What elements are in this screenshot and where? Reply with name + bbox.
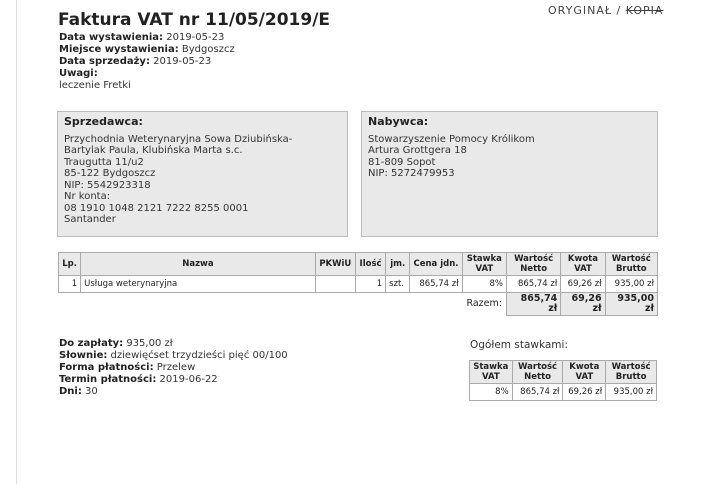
cell-vat-rate: 8% — [462, 276, 506, 293]
amount-in-words-row: Słownie: dziewięćset trzydzieści pięć 00/100 — [59, 350, 288, 361]
total-net: 865,74 zł — [506, 293, 560, 316]
col-header-net: Wartość Netto — [506, 253, 560, 276]
payment-days-row: Dni: 30 — [59, 386, 98, 397]
col-header-name: Nazwa — [81, 253, 316, 276]
seller-line: 85-122 Bydgoszcz — [64, 168, 156, 179]
buyer-line: 81-809 Sopot — [368, 156, 436, 168]
rates-header-row — [470, 361, 657, 384]
seller-line: Traugutta 11/u2 — [64, 156, 144, 168]
cell-net: 865,74 zł — [506, 276, 560, 293]
seller-line: Santander — [64, 214, 116, 225]
rates-summary-table — [469, 360, 657, 401]
invoice-meta — [59, 32, 235, 92]
rates-cell-vat-amount: 69,26 zł — [563, 384, 606, 401]
buyer-heading: Nabywca: — [368, 115, 429, 128]
seller-line: 08 1910 1048 2121 7222 8255 0001 — [64, 202, 249, 214]
total-vat: 69,26 zł — [561, 293, 605, 316]
col-header-lp: Lp. — [59, 253, 81, 276]
sale-date-row: Data sprzedaży: 2019-05-23 — [59, 56, 212, 67]
copy-type-label — [548, 4, 663, 17]
cell-pkwiu — [315, 276, 355, 293]
seller-heading: Sprzedawca: — [64, 115, 143, 128]
items-table — [58, 252, 658, 316]
seller-line: Przychodnia Weterynaryjna Sowa Dziubińska- — [64, 133, 293, 145]
remarks-text: leczenie Fretki — [59, 80, 131, 91]
col-header-unit-price: Cena jdn. — [410, 253, 462, 276]
copy-separator: / — [612, 4, 626, 17]
invoice-title: Faktura VAT nr 11/05/2019/E — [58, 10, 331, 30]
buyer-line: Artura Grottgera 18 — [368, 145, 467, 156]
copy-label-struck: KOPIA — [625, 4, 664, 17]
rates-col-vat-rate: Stawka VAT — [470, 361, 513, 384]
payment-details — [59, 338, 288, 398]
scan-edge-line — [16, 0, 17, 484]
cell-qty: 1 — [355, 276, 385, 293]
payment-due-row: Termin płatności: 2019-06-22 — [59, 374, 218, 385]
table-row — [59, 276, 658, 293]
table-row — [470, 384, 657, 401]
cell-unit-price: 865,74 zł — [410, 276, 462, 293]
buyer-line: Stowarzyszenie Pomocy Królikom — [368, 133, 535, 145]
seller-line: Nr konta: — [64, 191, 111, 202]
issue-date-row: Data wystawienia: 2019-05-23 — [59, 32, 225, 43]
rates-col-gross: Wartość Brutto — [606, 361, 657, 384]
rates-cell-gross: 935,00 zł — [606, 384, 657, 401]
col-header-vat-rate: Stawka VAT — [462, 253, 506, 276]
amount-due-row: Do zapłaty: 935,00 zł — [59, 338, 173, 349]
seller-line: NIP: 5542923318 — [64, 179, 151, 191]
cell-vat-amount: 69,26 zł — [561, 276, 605, 293]
rates-col-net: Wartość Netto — [512, 361, 563, 384]
total-label: Razem: — [466, 298, 502, 310]
rates-cell-net: 865,74 zł — [512, 384, 563, 401]
buyer-box — [361, 111, 658, 237]
col-header-gross: Wartość Brutto — [605, 253, 657, 276]
rates-cell-vat-rate: 8% — [470, 384, 513, 401]
seller-box — [57, 111, 348, 237]
buyer-line: NIP: 5272479953 — [368, 168, 455, 179]
seller-line: Bartylak Paula, Klubińska Marta s.c. — [64, 145, 243, 156]
items-header-row — [59, 253, 658, 276]
cell-lp: 1 — [59, 276, 81, 293]
cell-unit: szt. — [386, 276, 410, 293]
total-gross: 935,00 zł — [605, 293, 657, 316]
col-header-pkwiu: PKWiU — [315, 253, 355, 276]
rates-summary-title: Ogółem stawkami: — [470, 339, 568, 351]
payment-method-row: Forma płatności: Przelew — [59, 362, 196, 373]
rates-col-vat-amount: Kwota VAT — [563, 361, 606, 384]
cell-name: Usługa weterynaryjna — [81, 276, 316, 293]
col-header-vat-amount: Kwota VAT — [561, 253, 605, 276]
col-header-qty: Ilość — [355, 253, 385, 276]
totals-row — [59, 293, 658, 316]
remarks-row: Uwagi: — [59, 68, 98, 79]
col-header-unit: jm. — [386, 253, 410, 276]
cell-gross: 935,00 zł — [605, 276, 657, 293]
issue-place-row: Miejsce wystawienia: Bydgoszcz — [59, 44, 235, 55]
original-label: ORYGINAŁ — [548, 4, 613, 17]
